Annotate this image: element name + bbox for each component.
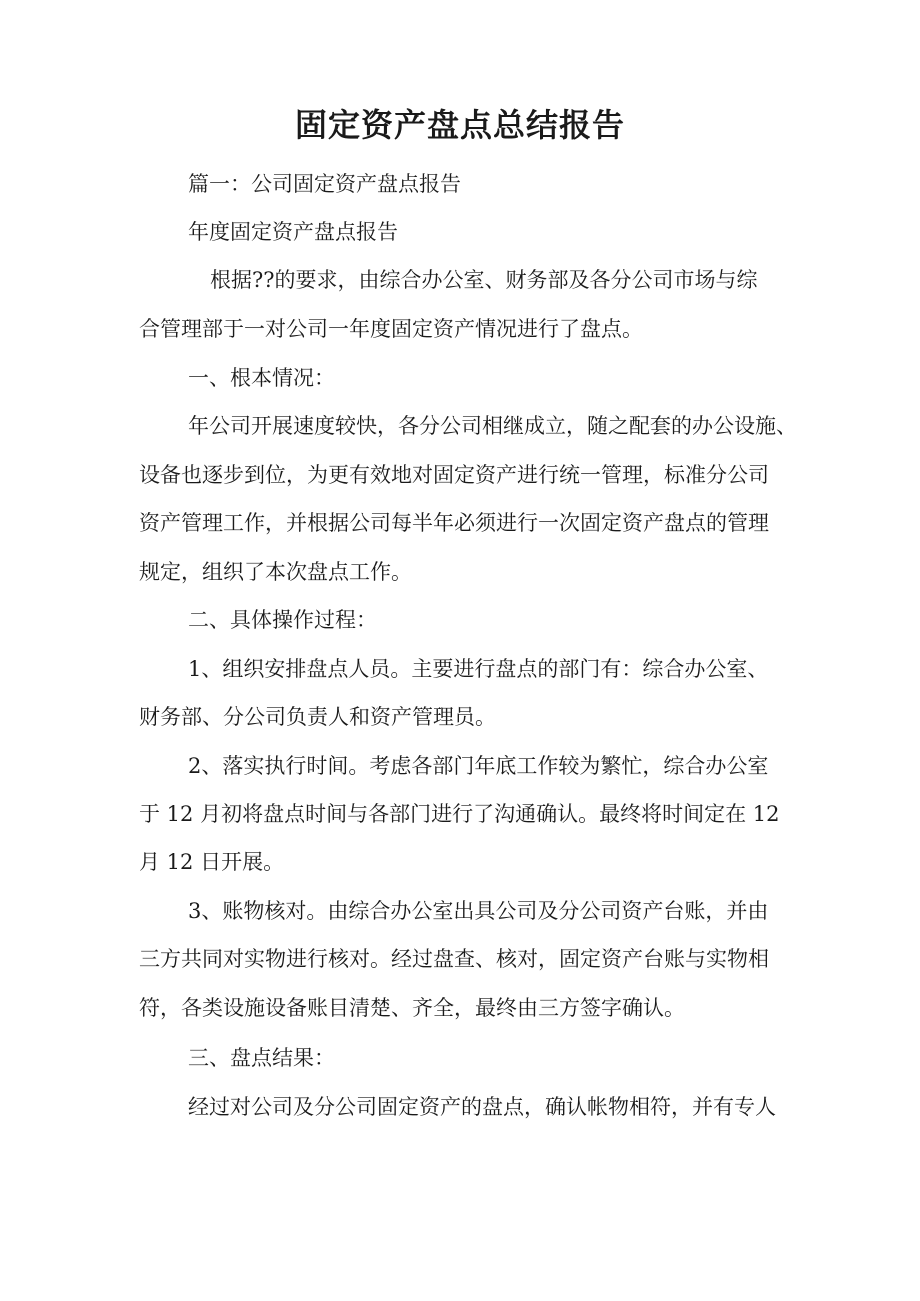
paragraph-line: 符，各类设施设备账目清楚、齐全，最终由三方签字确认。 — [139, 996, 685, 1020]
section-heading-results: 三、盘点结果： — [188, 1046, 335, 1070]
section-heading-part-one: 篇一：公司固定资产盘点报告 — [188, 172, 461, 196]
paragraph-line: 三方共同对实物进行核对。经过盘查、核对，固定资产台账与实物相 — [139, 947, 769, 971]
paragraph-line: 经过对公司及分公司固定资产的盘点，确认帐物相符，并有专人 — [188, 1095, 776, 1119]
paragraph-line: 设备也逐步到位，为更有效地对固定资产进行统一管理，标准分公司 — [139, 463, 769, 487]
paragraph-line: 财务部、分公司负责人和资产管理员。 — [139, 705, 496, 729]
paragraph-line: 规定，组织了本次盘点工作。 — [139, 560, 412, 584]
paragraph-line: 根据??的要求，由综合办公室、财务部及各分公司市场与综 — [210, 268, 758, 292]
paragraph-line: 于 12 月初将盘点时间与各部门进行了沟通确认。最终将时间定在 12 — [139, 802, 780, 826]
paragraph-line: 3、账物核对。由综合办公室出具公司及分公司资产台账，并由 — [188, 899, 769, 923]
section-heading-process: 二、具体操作过程： — [188, 608, 377, 632]
paragraph-line: 年公司开展速度较快，各分公司相继成立，随之配套的办公设施、 — [188, 414, 797, 438]
paragraph-line: 资产管理工作，并根据公司每半年必须进行一次固定资产盘点的管理 — [139, 511, 769, 535]
paragraph-line: 2、落实执行时间。考虑各部门年底工作较为繁忙，综合办公室 — [188, 754, 769, 778]
paragraph-line: 月 12 日开展。 — [139, 850, 285, 874]
report-subtitle: 年度固定资产盘点报告 — [188, 220, 398, 244]
paragraph-line: 1、组织安排盘点人员。主要进行盘点的部门有：综合办公室、 — [188, 657, 769, 681]
paragraph-line: 合管理部于一对公司一年度固定资产情况进行了盘点。 — [139, 317, 643, 341]
section-heading-basic-situation: 一、根本情况： — [188, 366, 335, 390]
document-title: 固定资产盘点总结报告 — [294, 106, 625, 144]
